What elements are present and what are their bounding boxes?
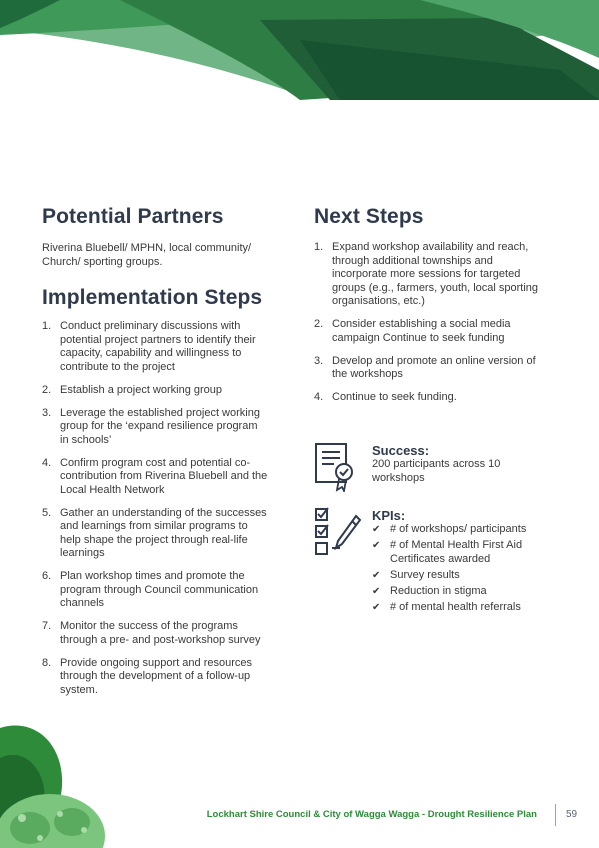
step-item [314, 241, 574, 309]
step-text-line: Continue to seek funding. [332, 391, 457, 403]
step-text-line: Establish a project working group [60, 383, 223, 396]
step-text-line: and learnings from similar programs to [60, 520, 248, 532]
check-icon: ✔ [372, 569, 381, 581]
step-text-line: Conduct preliminary discussions with [60, 320, 241, 332]
kpi-text-line: # of Mental Health First Aid [390, 539, 523, 551]
kpi-text-line: # of workshops/ participants [390, 523, 527, 535]
step-text-line: potential project partners to identify their [60, 333, 256, 346]
step-number: 2. [42, 383, 52, 396]
step-text-line: Provide ongoing support and resources [60, 656, 253, 669]
step-number: 4. [314, 391, 324, 403]
step-number: 3. [42, 406, 52, 419]
kpi-text-line: Certificates awarded [390, 552, 491, 565]
step-text-line: capacity, capability and willingness to [60, 347, 242, 359]
step-text-line: Consider establishing a social media [332, 318, 511, 330]
kpi-item [372, 569, 572, 583]
step-text-line: through additional townships and [332, 254, 493, 267]
step-number: 3. [314, 354, 324, 367]
step-text-line: through the development of a follow-up [60, 670, 251, 682]
step-item [314, 391, 574, 405]
step-text-line: groups (e.g., farmers, youth, local sporting [332, 281, 539, 294]
step-item [42, 384, 297, 398]
step-item [42, 407, 297, 448]
kpi-text-line: Survey results [390, 568, 460, 581]
check-icon: ✔ [372, 524, 381, 535]
step-number: 1. [42, 320, 52, 332]
footer-divider [555, 804, 556, 826]
step-text-line: Monitor the success of the programs [60, 620, 238, 632]
step-text-line: Develop and promote an online version of [332, 354, 536, 367]
check-icon: ✔ [372, 540, 381, 551]
implementation-steps-heading: Implementation Steps [42, 286, 263, 309]
kpi-item [372, 523, 572, 537]
step-text-line: learnings [60, 547, 105, 559]
step-text-line: through a pre- and post-workshop survey [60, 633, 261, 646]
success-title: Success: [372, 443, 430, 458]
kpi-list [372, 523, 572, 617]
step-text-line: organisations, etc.) [332, 295, 425, 307]
check-icon: ✔ [372, 585, 381, 597]
step-number: 5. [42, 506, 52, 519]
next-steps-heading: Next Steps [314, 205, 424, 228]
step-text-line: program through Council communication [60, 583, 259, 596]
step-number: 2. [314, 318, 324, 330]
step-text-line: in schools’ [60, 433, 112, 446]
step-item [42, 320, 297, 374]
kpi-title: KPIs: [372, 508, 406, 523]
checklist-pencil-icon [314, 506, 362, 558]
step-number: 7. [42, 620, 52, 632]
step-number: 4. [42, 456, 52, 469]
step-text-line: contribute to the project [60, 360, 175, 373]
step-number: 1. [314, 241, 324, 253]
check-icon: ✔ [372, 601, 381, 613]
kpi-text-line: # of mental health referrals [390, 600, 521, 613]
step-item [42, 570, 297, 611]
step-text-line: help shape the project through real-life [60, 533, 248, 546]
step-text-line: Plan workshop times and promote the [60, 570, 245, 582]
step-text-line: the workshops [332, 368, 403, 380]
kpi-item [372, 601, 572, 615]
step-text-line: channels [60, 597, 105, 609]
step-text-line: group for the ‘expand resilience program [60, 420, 258, 432]
step-item [42, 507, 297, 561]
kpi-item [372, 585, 572, 599]
step-number: 8. [42, 656, 52, 669]
success-text-line: 200 participants across 10 [372, 458, 501, 470]
step-text-line: Expand workshop availability and reach, [332, 241, 529, 253]
bottom-tree-decoration [0, 718, 110, 848]
step-item [314, 355, 574, 382]
step-text-line: Local Health Network [60, 483, 165, 496]
step-text-line: system. [60, 683, 98, 696]
page-number: 59 [566, 809, 578, 820]
step-text-line: Leverage the established project working [60, 406, 260, 419]
next-steps-list [314, 241, 574, 414]
step-item [42, 457, 297, 498]
step-text-line: campaign Continue to seek funding [332, 331, 505, 344]
footer-text: Lockhart Shire Council & City of Wagga Wagga - Drought Resilience Plan [206, 809, 537, 820]
step-text-line: incorporate more sessions for targeted [332, 268, 521, 280]
step-text-line: Gather an understanding of the successes [60, 506, 267, 519]
potential-partners-heading: Potential Partners [42, 205, 224, 228]
implementation-steps-list [42, 320, 297, 707]
step-text-line: contribution from Riverina Bluebell and the [60, 470, 268, 482]
step-text-line: Confirm program cost and potential co- [60, 456, 251, 469]
step-item [42, 657, 297, 698]
step-number: 6. [42, 570, 52, 582]
step-item [314, 318, 574, 345]
kpi-item [372, 539, 572, 566]
success-text [372, 458, 552, 485]
kpi-text-line: Reduction in stigma [390, 584, 487, 597]
success-text-line: workshops [372, 471, 425, 484]
potential-partners-text: Riverina Bluebell/ MPHN, local community/ Church/ sporting groups. [42, 242, 252, 268]
step-item [42, 620, 297, 647]
certificate-icon [314, 442, 358, 492]
top-leaf-banner [0, 0, 599, 100]
